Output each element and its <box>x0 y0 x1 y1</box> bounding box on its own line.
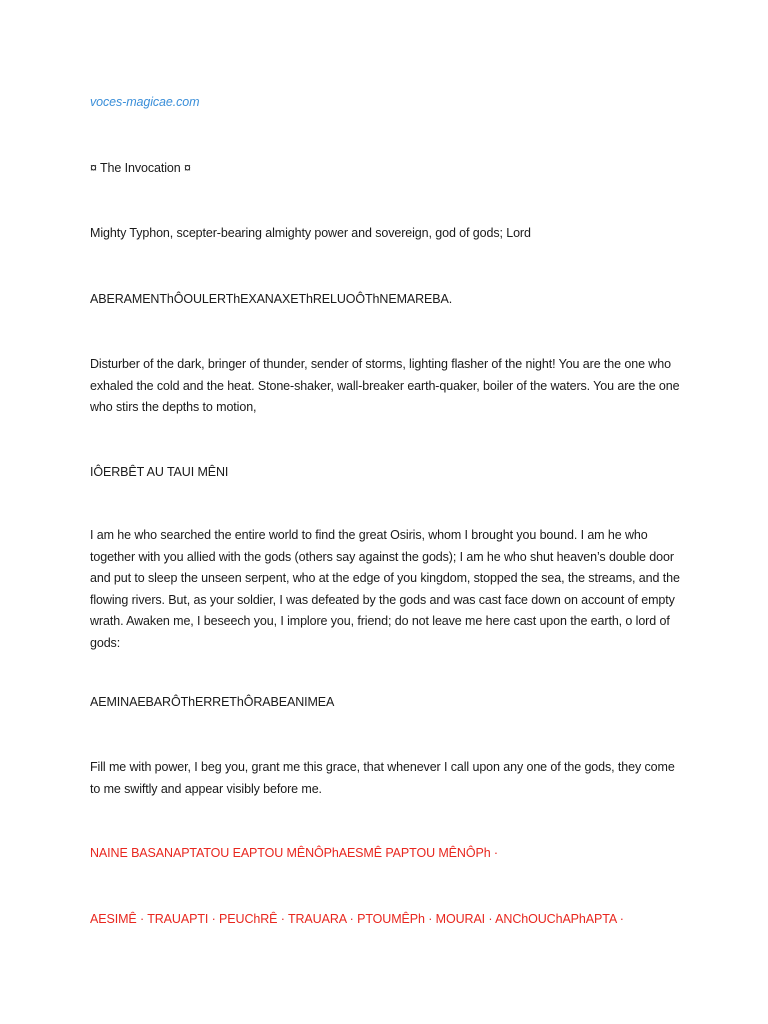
paragraph-fill-me: Fill me with power, I beg you, grant me this grace, that whenever I call upon any one of the gods, they come to me swiftly and appear visibly before me. <box>90 760 675 796</box>
paragraph-magic-word-3: AEMINAEBARÔThERREThÔRABEANIMEA <box>90 695 335 709</box>
paragraph-magic-word-2: IÔERBÊT AU TAUI MÊNI <box>90 465 229 479</box>
paragraph-magic-word-1: ABERAMENThÔOULERThEXANAXEThRELUOÔThNEMAREBA. <box>90 292 453 306</box>
paragraph-disturber: Disturber of the dark, bringer of thunder, sender of storms, lighting flasher of the night! You are the one who exhaled the cold and the heat. Stone-shaker, wall-breaker earth-quaker, boiler of the waters. You are the one who stirs the depths to motion, <box>90 357 680 414</box>
paragraph-osiris: I am he who searched the entire world to find the great Osiris, whom I brought you bound. I am he who together with you allied with the gods (others say against the gods); I am he who shut heaven’s double door and put to sleep the unseen serpent, who at the edge of you kingdom, stopped the sea, the streams, and the flowing rivers. But, as your soldier, I was defeated by the gods and was cast face down on account of empty wrath. Awaken me, I beseech you, I implore you, friend; do not leave me here cast upon the earth, o lord of gods: <box>90 528 680 650</box>
paragraph-invocation-opening: Mighty Typhon, scepter-bearing almighty power and sovereign, god of gods; Lord <box>90 226 531 240</box>
site-link[interactable]: voces-magicae.com <box>90 95 200 109</box>
section-heading: ¤ The Invocation ¤ <box>90 161 191 175</box>
paragraph-red-incantation-1: NAINE BASANAPTATOU EAPTOU MÊNÔPhAESMÊ PAPTOU MÊNÔPh · <box>90 846 498 860</box>
paragraph-red-incantation-2: AESIMÊ · TRAUAPTI · PEUChRÊ · TRAUARA · PTOUMÊPh · MOURAI · ANChOUChAPhAPTA · <box>90 912 624 926</box>
